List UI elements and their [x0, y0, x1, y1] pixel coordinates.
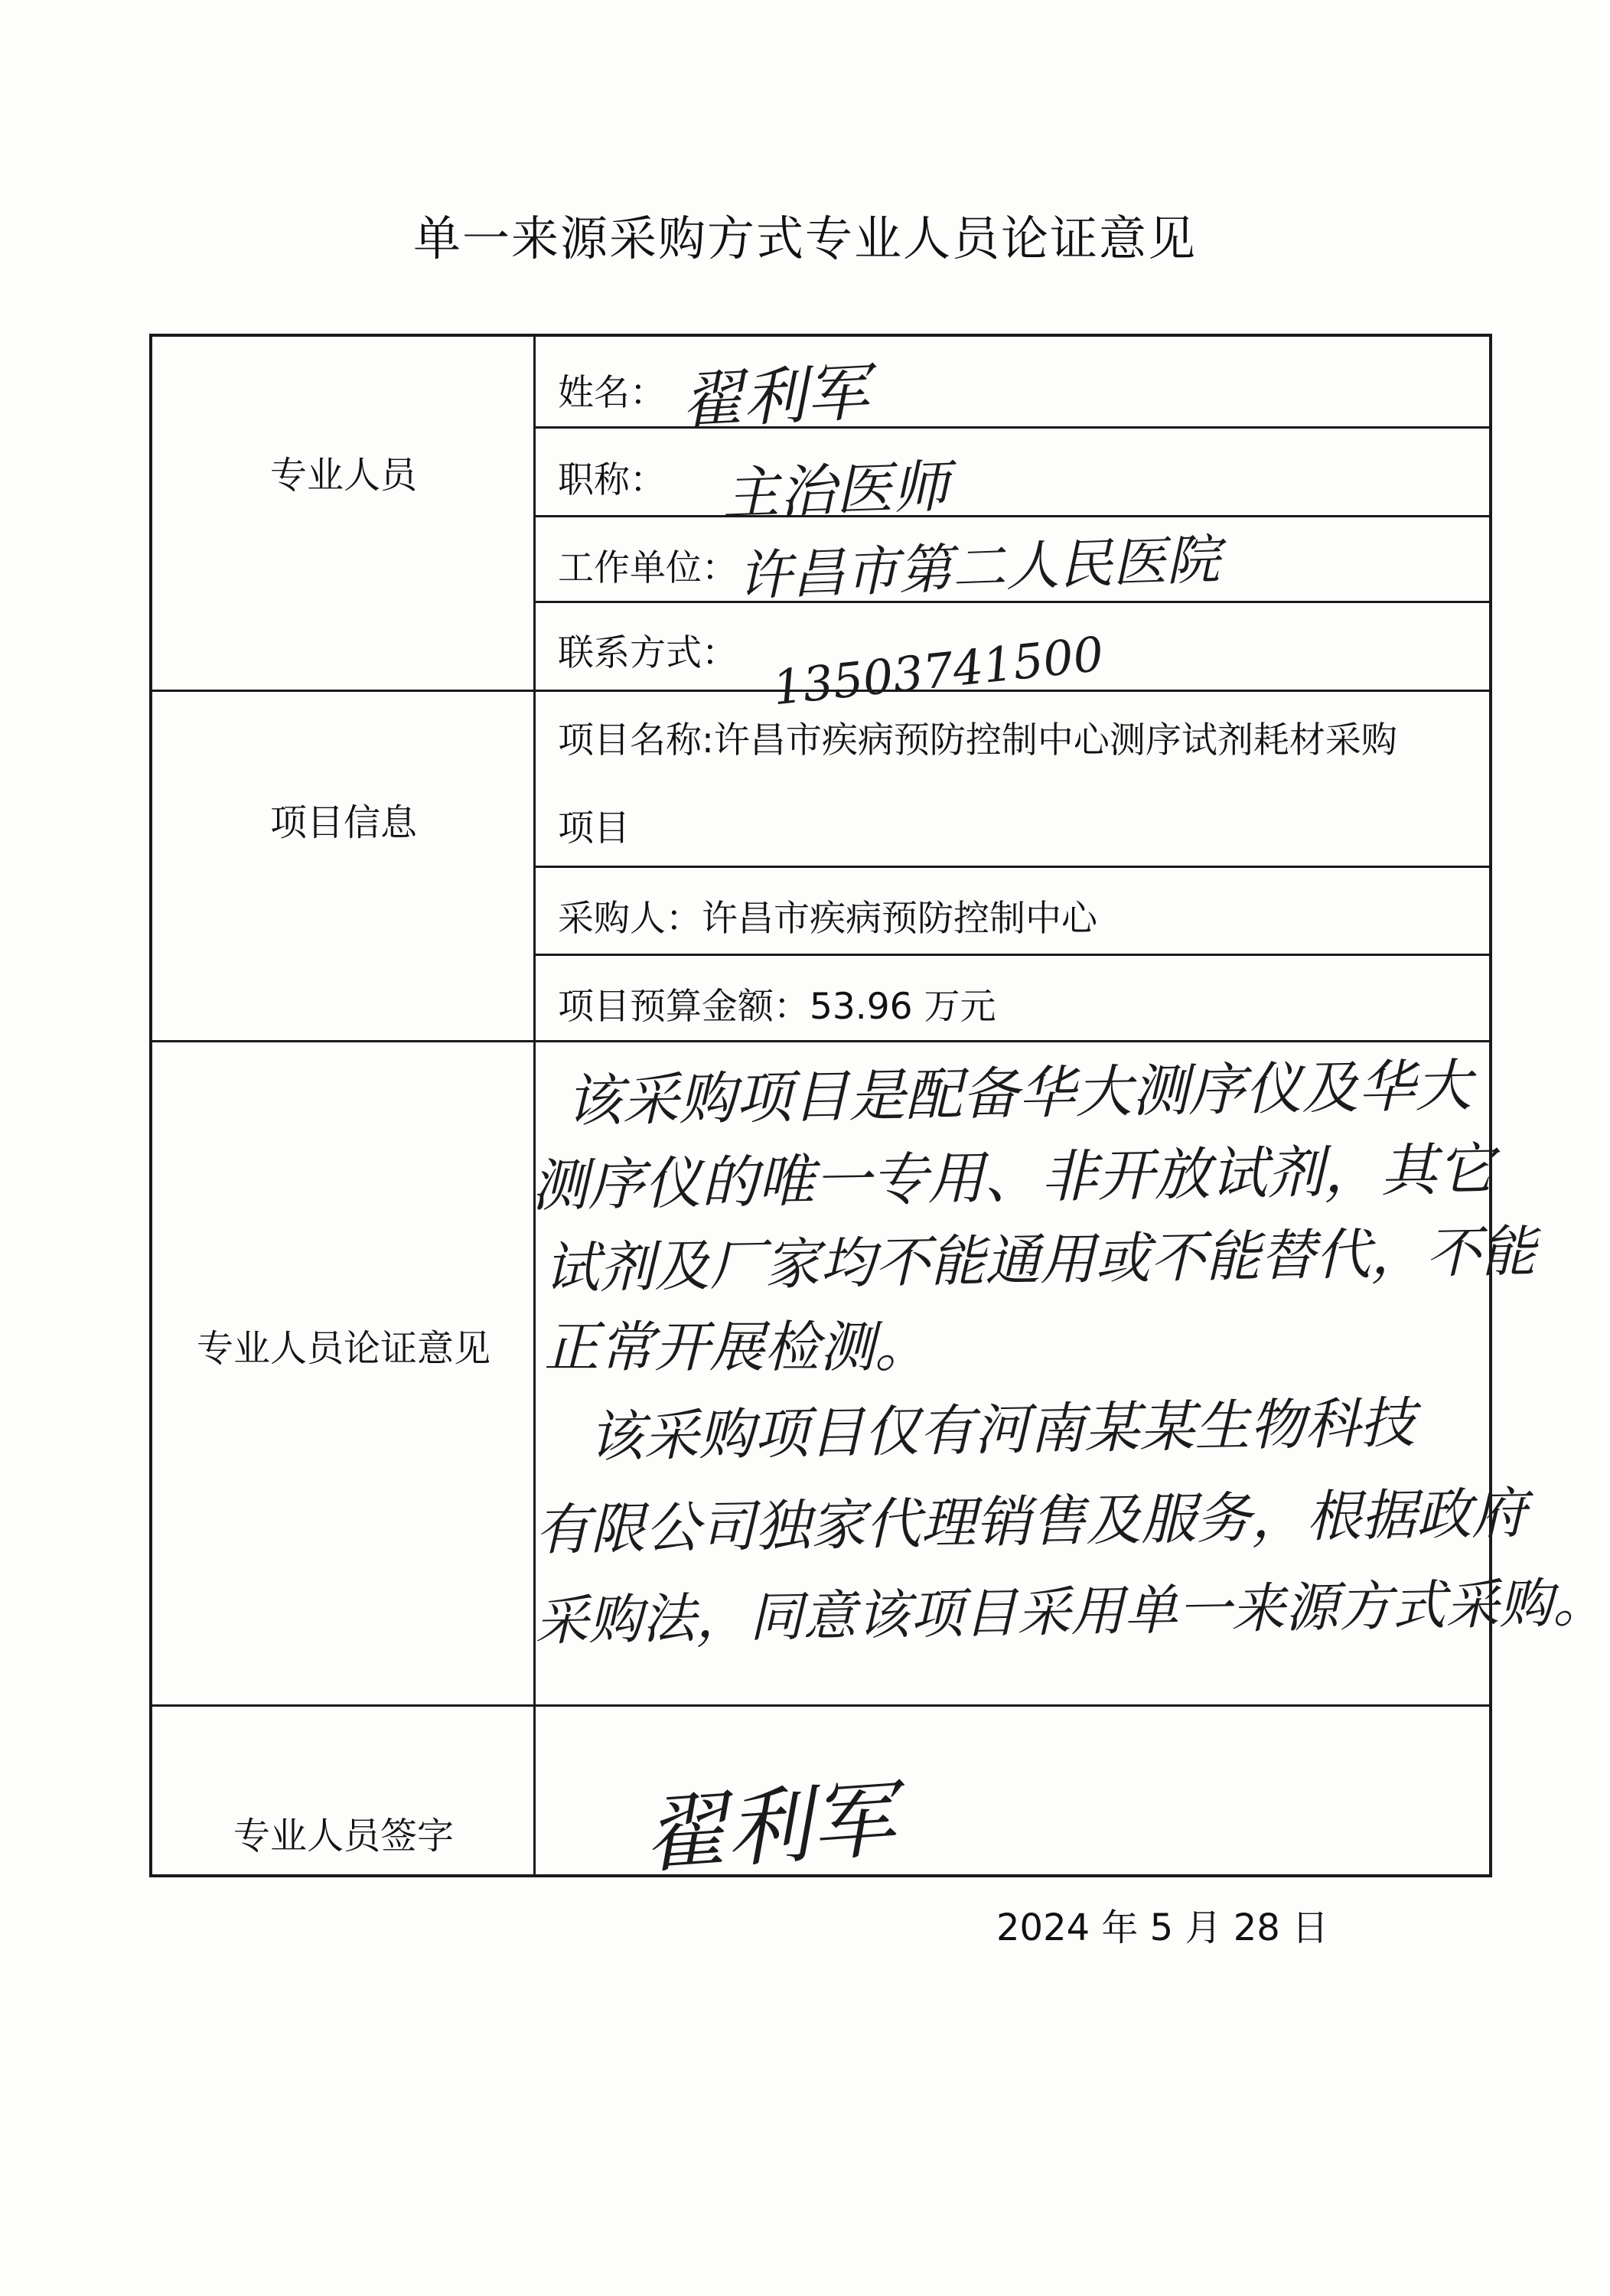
project-name-line1: 项目名称:许昌市疾病预防控制中心测序试剂耗材采购	[558, 719, 1397, 762]
project-header: 项目信息	[269, 801, 417, 844]
budget-value: 53.96 万元	[810, 986, 996, 1028]
opinion-line: 有限公司独家代理销售及服务，根据政府	[534, 1480, 1527, 1563]
signature-header: 专业人员签字	[233, 1815, 454, 1857]
budget	[558, 978, 996, 1029]
opinion-line: 测序仪的唯一专用、非开放试剂，其它	[530, 1137, 1494, 1219]
contact-handwritten: 13503741500	[770, 625, 1106, 716]
project-name-line2: 项目	[558, 807, 630, 850]
row-divider	[533, 426, 1491, 429]
name-handwritten: 翟利军	[679, 356, 871, 439]
page-title: 单一来源采购方式专业人员论证意见	[412, 210, 1197, 266]
budget-label: 项目预算金额：	[558, 986, 810, 1028]
employer-label: 工作单位：	[558, 547, 738, 589]
title-label: 职称：	[558, 459, 666, 501]
name-label: 姓名：	[558, 372, 666, 414]
signature-handwritten: 翟利军	[639, 1769, 898, 1886]
personnel-header: 专业人员	[269, 454, 417, 497]
row-divider	[533, 515, 1491, 517]
opinion-line: 正常开展检测。	[544, 1315, 930, 1379]
purchaser: 采购人：许昌市疾病预防控制中心	[558, 898, 1097, 940]
opinion-line: 试剂及厂家均不能通用或不能替代，不能	[543, 1218, 1537, 1301]
row-divider	[533, 954, 1491, 956]
section-divider	[152, 1040, 1491, 1042]
section-divider	[152, 1704, 1491, 1707]
form-table	[149, 334, 1607, 1886]
employer-handwritten: 许昌市第二人民医院	[736, 528, 1221, 608]
title-handwritten: 主治医师	[721, 453, 950, 528]
opinion-line: 采购法，同意该项目采用单一来源方式采购。	[534, 1570, 1607, 1653]
document-date: 2024 年 5 月 28 日	[996, 1906, 1329, 1949]
row-divider	[533, 866, 1491, 868]
opinion-line: 该采购项目是配备华大测序仪及华大	[565, 1052, 1472, 1135]
opinion-header: 专业人员论证意见	[196, 1327, 490, 1370]
opinion-line: 该采购项目仅有河南某某生物科技	[588, 1390, 1416, 1469]
contact-label: 联系方式：	[558, 632, 738, 674]
